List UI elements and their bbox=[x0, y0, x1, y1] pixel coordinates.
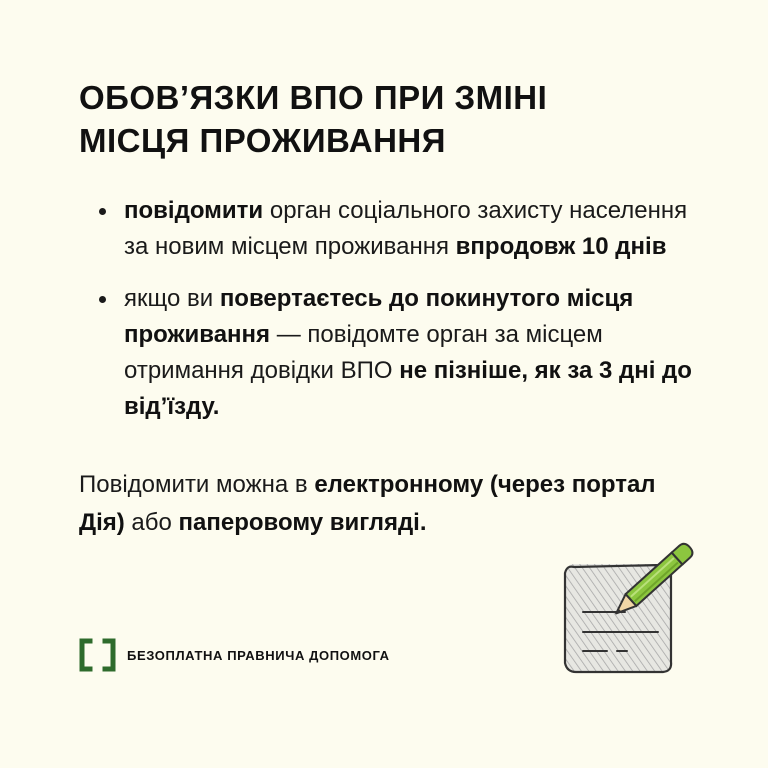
note-text-start: Повідомити можна в bbox=[79, 471, 315, 498]
list-item-notify bbox=[95, 193, 715, 265]
bullet-2-text: — повідомте орган за місцем отримання довідки ВПО bbox=[124, 321, 603, 384]
bullet-2-bold-mid: повертаєтесь до покинутого місця проживання bbox=[124, 285, 634, 348]
note-bold-electronic: електронному (через портал Дія) bbox=[79, 471, 656, 536]
note-bold-paper: паперовому вигляді. bbox=[178, 509, 427, 536]
brand-name: БЕЗОПЛАТНА ПРАВНИЧА ДОПОМОГА bbox=[127, 648, 390, 663]
list-item-return bbox=[95, 281, 715, 425]
bullet-1-bold-start: повідомити bbox=[124, 197, 264, 224]
bullet-2-text-start: якщо ви bbox=[124, 285, 220, 312]
page-title bbox=[79, 76, 679, 162]
bullet-2-bold-end: не пізніше, як за 3 дні до від’їзду. bbox=[124, 357, 692, 420]
submission-note bbox=[79, 466, 699, 542]
title-line-1: ОБОВ’ЯЗКИ ВПО ПРИ ЗМІНІ bbox=[79, 79, 548, 116]
bracket-logo-icon bbox=[79, 638, 116, 672]
bullet-dot-icon bbox=[99, 208, 106, 215]
bullet-1-text: орган соціального захисту населення за новим місцем проживання bbox=[124, 197, 688, 260]
obligations-list bbox=[95, 193, 715, 425]
bullet-dot-icon bbox=[99, 296, 106, 303]
title-line-2: МІСЦЯ ПРОЖИВАННЯ bbox=[79, 122, 446, 159]
bullet-1-bold-end: впродовж 10 днів bbox=[455, 233, 667, 260]
note-text-or: або bbox=[124, 509, 179, 536]
document-pencil-icon bbox=[555, 540, 695, 685]
